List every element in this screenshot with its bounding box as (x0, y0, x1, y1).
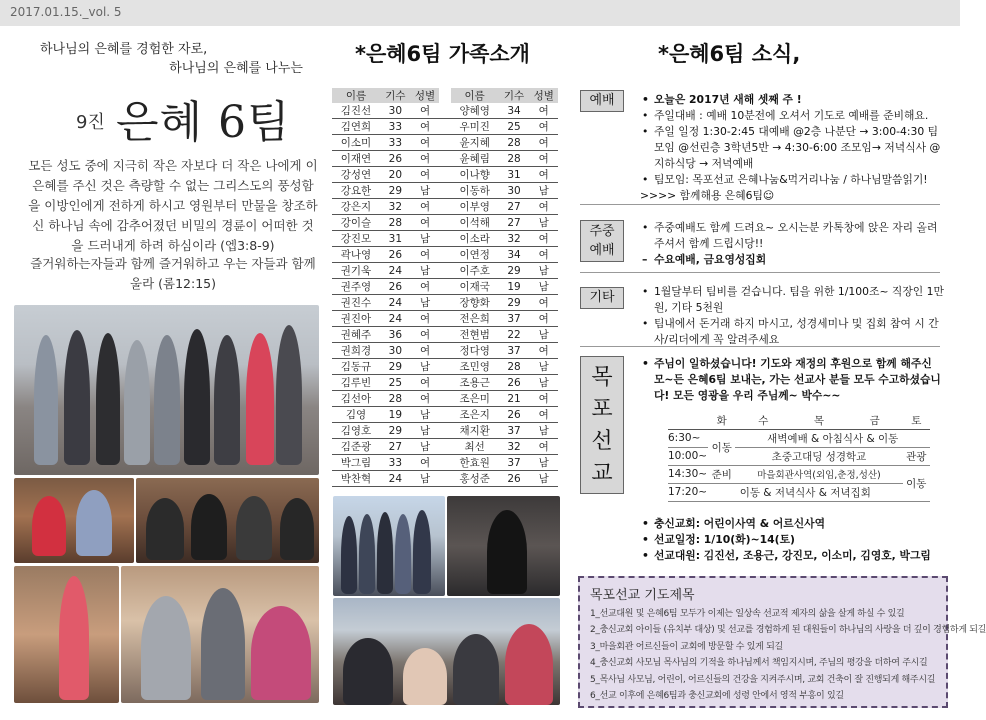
schedule-event: 관광 (903, 447, 930, 465)
mission-photo-3 (333, 598, 560, 705)
schedule-col-time (668, 412, 708, 429)
roster-sex: 여 (529, 343, 558, 359)
roster-sex: 여 (411, 103, 440, 119)
roster-col-gen-2: 기수 (499, 88, 530, 103)
roster-sex: 남 (411, 471, 440, 487)
roster-name: 이나향 (451, 167, 499, 183)
roster-row (332, 295, 558, 311)
roster-gen: 27 (380, 439, 411, 455)
weekly-tag-line-1: 주중 (589, 224, 615, 239)
roster-gap (439, 135, 450, 151)
roster-gap (439, 103, 450, 119)
prayer-box (578, 576, 986, 708)
roster-name: 윤혜림 (451, 151, 499, 167)
roster-sex: 여 (411, 279, 440, 295)
roster-sex: 여 (411, 199, 440, 215)
prayer-item: 2_충신교회 아이들 (유치부 대상) 및 선교를 경험하게 된 대원들이 하나님의 사랑을 더 깊이 경험하게 되길 (590, 625, 986, 636)
roster-sex: 여 (529, 311, 558, 327)
team-photo-5 (121, 566, 319, 703)
schedule-event: 이동 & 저녁식사 & 저녁집회 (708, 483, 903, 501)
mission-tag (580, 356, 624, 494)
team-group-photo (14, 305, 319, 475)
prayer-item: 5_목사님 사모님, 어린이, 어르신들의 건강을 지켜주시며, 교회 건축이 잘 진행되게 해주시길 (590, 674, 936, 685)
weekly-item-1: • 주중예배도 함께 드려요~ 오시는분 카톡창에 앉은 자리 올려주셔서 함께 드립시당!! (640, 220, 945, 252)
roster-body (332, 103, 558, 487)
roster-row (332, 231, 558, 247)
roster-gen: 28 (380, 215, 411, 231)
roster-gen: 27 (499, 199, 530, 215)
schedule-day-tue: 화 (708, 412, 735, 429)
roster-gap (439, 183, 450, 199)
roster-gap (439, 311, 450, 327)
roster-gen: 19 (499, 279, 530, 295)
roster-sex: 남 (529, 423, 558, 439)
roster-sex: 여 (411, 343, 440, 359)
schedule-event: 준비 (708, 465, 735, 483)
roster-gap (439, 391, 450, 407)
roster-sex: 남 (411, 295, 440, 311)
mission-photo-1 (333, 496, 445, 596)
roster-row (332, 263, 558, 279)
divider-2 (580, 272, 940, 273)
roster-name: 이소라 (451, 231, 499, 247)
roster-sex: 여 (411, 247, 440, 263)
roster-gap (439, 167, 450, 183)
verse-romans: 즐거워하는자들과 함께 즐거워하고 우는 자들과 함께 울라 (롬12:15) (30, 256, 316, 291)
roster-gen: 29 (380, 423, 411, 439)
roster-row (332, 359, 558, 375)
roster-gen: 28 (499, 151, 530, 167)
roster-sex: 남 (411, 183, 440, 199)
roster-gen: 24 (380, 263, 411, 279)
roster-row (332, 215, 558, 231)
roster-gen: 33 (380, 455, 411, 471)
worship-item-1: • 오늘은 2017년 새해 셋째 주 ! (640, 92, 945, 108)
verse-ephesians: 모든 성도 중에 지극히 작은 자보다 더 작은 나에게 이 은혜를 주신 것은 측량할 수 없는 그리스도의 풍성함을 이방인에게 전하게 하시고 영원부터 만물을 창조하신 하나님 속에 감추어졌던 비밀의 경륜이 어떠한 것을 드러내게 하려 하심이라 (엡3:8-9) (28, 158, 318, 253)
roster-name: 양혜영 (451, 103, 499, 119)
roster-gen: 29 (380, 359, 411, 375)
roster-name: 권희경 (332, 343, 380, 359)
schedule-row (668, 483, 930, 501)
weekly-item-2: – 수요예배, 금요영성집회 (640, 252, 945, 268)
schedule-time: 14:30~ (668, 465, 708, 483)
roster-sex: 여 (529, 439, 558, 455)
roster-row (332, 311, 558, 327)
roster-gap (439, 439, 450, 455)
roster-gen: 30 (499, 183, 530, 199)
divider-3 (580, 346, 940, 347)
roster-sex: 여 (411, 311, 440, 327)
roster-gap (439, 199, 450, 215)
roster-row (332, 375, 558, 391)
roster-gap (439, 263, 450, 279)
roster-gap (439, 423, 450, 439)
schedule-row (668, 429, 930, 447)
roster-sex: 여 (529, 103, 558, 119)
prayer-item: 6_선교 이후에 은혜6팀과 충신교회에 성령 안에서 영적 부흥이 있길 (590, 691, 844, 702)
roster-sex: 남 (411, 407, 440, 423)
roster-gen: 24 (380, 471, 411, 487)
weekly-list (640, 220, 945, 268)
roster-row (332, 183, 558, 199)
roster-name: 채지환 (451, 423, 499, 439)
roster-name: 권진수 (332, 295, 380, 311)
roster-sex: 남 (529, 279, 558, 295)
roster-gen: 33 (380, 119, 411, 135)
roster-sex: 남 (529, 471, 558, 487)
roster-gap (439, 295, 450, 311)
divider-1 (580, 204, 940, 205)
news-section-title: *은혜6팀 소식, (658, 42, 801, 66)
schedule-time: 17:20~ (668, 483, 708, 501)
mission-intro-list (640, 356, 945, 404)
roster-gap (439, 407, 450, 423)
worship-item-4: • 팀모임: 목포선교 은혜나눔&먹거리나눔 / 하나님말씀읽기! (640, 172, 945, 188)
roster-name: 곽나영 (332, 247, 380, 263)
roster-row (332, 167, 558, 183)
roster-sex: 여 (529, 231, 558, 247)
roster-gen: 25 (380, 375, 411, 391)
roster-gap (439, 119, 450, 135)
roster-name: 권주영 (332, 279, 380, 295)
roster-name: 우미진 (451, 119, 499, 135)
roster-sex: 남 (529, 327, 558, 343)
roster-col-name: 이름 (332, 88, 380, 103)
roster-gen: 25 (499, 119, 530, 135)
roster-gap (439, 455, 450, 471)
roster-sex: 여 (529, 119, 558, 135)
roster-name: 이소미 (332, 135, 380, 151)
roster-sex: 남 (529, 183, 558, 199)
roster-sex: 여 (411, 215, 440, 231)
roster-name: 이석해 (451, 215, 499, 231)
worship-item-3: • 주일 일정 1:30-2:45 대예배 @2층 나분단 → 3:00-4:30 팀 모임 @선린층 3학년5반 → 4:30-6:00 조모임→ 저녁식사 @지하식당 → 저녁예배 (640, 124, 945, 172)
roster-name: 권기욱 (332, 263, 380, 279)
roster-sex: 여 (411, 455, 440, 471)
mission-detail-3: • 선교대원: 김진선, 조용근, 강진모, 이소미, 김영호, 박그림 (640, 548, 945, 564)
roster-name: 이재연 (332, 151, 380, 167)
roster-sex: 여 (529, 407, 558, 423)
schedule-event: 초중고대딩 성경학교 (735, 447, 902, 465)
schedule-tue-move: 이동 (708, 429, 735, 465)
roster-sex: 여 (529, 167, 558, 183)
roster-name: 강요한 (332, 183, 380, 199)
worship-item-5: >>>> 함께해용 은혜6팀☺ (640, 189, 775, 202)
roster-header-row (332, 88, 558, 103)
team-photo-3 (136, 478, 319, 563)
roster-sex: 여 (529, 199, 558, 215)
roster-col-sex: 성별 (411, 88, 440, 103)
roster-gen: 29 (499, 263, 530, 279)
etc-tag: 기타 (580, 287, 624, 309)
roster-gen: 33 (380, 135, 411, 151)
roster-sex: 남 (411, 439, 440, 455)
prayer-item: 3_마을회관 어르신들이 교회에 방문할 수 있게 되길 (590, 641, 783, 652)
roster-sex: 남 (529, 455, 558, 471)
header-bar (0, 0, 960, 26)
roster-gen: 37 (499, 455, 530, 471)
roster-gen: 30 (380, 103, 411, 119)
schedule-header-row (668, 412, 930, 429)
team-generation: 9진 (76, 112, 105, 133)
roster-row (332, 151, 558, 167)
roster-name: 한효원 (451, 455, 499, 471)
roster-sex: 여 (529, 295, 558, 311)
roster-name: 이주호 (451, 263, 499, 279)
worship-item-2: • 주일대배 : 예배 10분전에 오셔서 기도로 예배를 준비해요. (640, 108, 945, 124)
roster-row (332, 327, 558, 343)
roster-col-gen: 기수 (380, 88, 411, 103)
roster-sex: 여 (411, 391, 440, 407)
roster-row (332, 119, 558, 135)
roster-name: 최선 (451, 439, 499, 455)
schedule-day-fri: 금 (847, 412, 903, 429)
roster-sex: 여 (529, 151, 558, 167)
schedule-day-thu: 목 (791, 412, 847, 429)
mission-detail-2: • 선교일정: 1/10(화)~14(토) (640, 532, 945, 548)
schedule-row (668, 465, 930, 483)
roster-row (332, 103, 558, 119)
roster-name: 이재국 (451, 279, 499, 295)
prayer-list (590, 606, 986, 704)
roster-gen: 37 (499, 423, 530, 439)
roster-gen: 37 (499, 343, 530, 359)
roster-gen: 31 (380, 231, 411, 247)
roster-gap (439, 375, 450, 391)
roster-name: 조민영 (451, 359, 499, 375)
roster-row (332, 455, 558, 471)
schedule-time: 10:00~ (668, 447, 708, 465)
roster-sex: 남 (529, 359, 558, 375)
roster-sex: 남 (529, 215, 558, 231)
roster-row (332, 423, 558, 439)
roster-gen: 20 (380, 167, 411, 183)
roster-gen: 26 (380, 279, 411, 295)
roster-row (332, 407, 558, 423)
team-name: 은혜 6팀 (116, 97, 291, 148)
roster-row (332, 391, 558, 407)
mission-tag-char-1: 목 (591, 365, 613, 390)
roster-gen: 32 (380, 199, 411, 215)
roster-name: 권혜주 (332, 327, 380, 343)
mission-photo-2 (447, 496, 560, 596)
roster-gap (439, 279, 450, 295)
family-roster-table (332, 88, 558, 487)
worship-tag: 예배 (580, 90, 624, 112)
roster-gen: 22 (499, 327, 530, 343)
roster-gen: 32 (499, 439, 530, 455)
roster-gen: 21 (499, 391, 530, 407)
schedule-day-wed: 수 (735, 412, 791, 429)
team-photo-2 (14, 478, 134, 563)
roster-name: 권진아 (332, 311, 380, 327)
roster-name: 김진선 (332, 103, 380, 119)
intro-line-2: 하나님의 은혜를 나누는 (169, 61, 303, 76)
mission-schedule-table (668, 412, 930, 502)
roster-gen: 31 (499, 167, 530, 183)
mission-intro: • 주님이 일하셨습니다! 기도와 재정의 후원으로 함께 해주신 모~든 은혜6팀 보내는, 가는 선교사 분들 모두 수고하셨습니다! 모든 영광을 우리 주님께~ 박수~~ (640, 356, 945, 404)
roster-gen: 28 (380, 391, 411, 407)
roster-sex: 남 (411, 359, 440, 375)
roster-gen: 24 (380, 295, 411, 311)
mission-details-list (640, 516, 945, 564)
roster-gap (439, 215, 450, 231)
roster-sex: 여 (411, 375, 440, 391)
roster-sex: 여 (411, 327, 440, 343)
roster-name: 조은지 (451, 407, 499, 423)
roster-name: 윤지혜 (451, 135, 499, 151)
roster-row (332, 247, 558, 263)
roster-gap (439, 359, 450, 375)
weekly-tag-line-2: 예배 (589, 243, 615, 258)
schedule-row (668, 447, 930, 465)
roster-row (332, 343, 558, 359)
roster-sex: 남 (411, 263, 440, 279)
roster-gen: 26 (499, 375, 530, 391)
roster-sex: 여 (411, 151, 440, 167)
issue-label: 2017.01.15._vol. 5 (10, 5, 122, 19)
roster-sex: 여 (529, 247, 558, 263)
roster-name: 김영 (332, 407, 380, 423)
roster-col-gap (439, 88, 450, 103)
roster-name: 조은미 (451, 391, 499, 407)
roster-gen: 27 (499, 215, 530, 231)
roster-gap (439, 231, 450, 247)
schedule-sat-move: 이동 (903, 465, 930, 501)
roster-gen: 32 (499, 231, 530, 247)
roster-gen: 26 (499, 471, 530, 487)
roster-name: 강성연 (332, 167, 380, 183)
roster-gap (439, 327, 450, 343)
intro-line-1: 하나님의 은혜를 경험한 자로, (40, 42, 208, 57)
roster-sex: 남 (411, 423, 440, 439)
roster-name: 이연정 (451, 247, 499, 263)
etc-item-2: • 팀내에서 돈거래 하지 마시고, 성경세미나 및 집회 참여 시 간사/리더에게 꼭 알려주세요 (640, 316, 945, 348)
prayer-item: 4_충신교회 사모님 목사님의 기적을 하나님께서 책임지시며, 주님의 평강을 더하여 주시길 (590, 658, 928, 669)
roster-gen: 24 (380, 311, 411, 327)
prayer-item: 1_선교대원 및 은혜6팀 모두가 이제는 일상속 선교적 제자의 삶을 살게 하실 수 있길 (590, 609, 905, 619)
mission-tag-char-4: 교 (591, 461, 613, 486)
roster-col-name-2: 이름 (451, 88, 499, 103)
roster-gen: 26 (380, 247, 411, 263)
roster-gen: 26 (499, 407, 530, 423)
roster-gap (439, 151, 450, 167)
roster-row (332, 279, 558, 295)
roster-name: 강은지 (332, 199, 380, 215)
roster-gen: 30 (380, 343, 411, 359)
team-title (70, 86, 310, 148)
roster-name: 홍성준 (451, 471, 499, 487)
roster-gen: 19 (380, 407, 411, 423)
roster-sex: 여 (411, 167, 440, 183)
intro-text (40, 40, 305, 78)
roster-sex: 여 (411, 119, 440, 135)
worship-list (640, 92, 945, 204)
roster-name: 전은희 (451, 311, 499, 327)
roster-name: 이부영 (451, 199, 499, 215)
roster-row (332, 199, 558, 215)
roster-sex: 여 (411, 135, 440, 151)
roster-name: 김선아 (332, 391, 380, 407)
weekly-tag (580, 220, 624, 262)
roster-name: 전현범 (451, 327, 499, 343)
roster-gen: 36 (380, 327, 411, 343)
schedule-day-sat: 토 (903, 412, 930, 429)
schedule-time: 6:30~ (668, 429, 708, 447)
roster-gap (439, 471, 450, 487)
roster-sex: 남 (529, 375, 558, 391)
roster-gen: 34 (499, 103, 530, 119)
roster-gen: 29 (380, 183, 411, 199)
roster-row (332, 471, 558, 487)
schedule-event: 마을회관사역(외임,춘정,성산) (735, 465, 902, 483)
mission-tag-char-3: 선 (591, 429, 613, 454)
roster-row (332, 439, 558, 455)
roster-name: 강이슬 (332, 215, 380, 231)
roster-name: 박그림 (332, 455, 380, 471)
roster-gen: 28 (499, 135, 530, 151)
roster-name: 김동규 (332, 359, 380, 375)
mission-tag-char-2: 포 (591, 397, 613, 422)
etc-list (640, 284, 945, 348)
roster-gen: 37 (499, 311, 530, 327)
family-section-title: *은혜6팀 가족소개 (355, 42, 530, 66)
roster-col-sex-2: 성별 (529, 88, 558, 103)
roster-row (332, 135, 558, 151)
roster-gen: 29 (499, 295, 530, 311)
roster-name: 이동하 (451, 183, 499, 199)
roster-gen: 28 (499, 359, 530, 375)
schedule-event: 새벽예배 & 아침식사 & 이동 (735, 429, 930, 447)
roster-gap (439, 247, 450, 263)
roster-gen: 26 (380, 151, 411, 167)
etc-item-1: • 1월달부터 팀비를 걷습니다. 팀을 위한 1/100조~ 직장인 1만원, 기타 5천원 (640, 284, 945, 316)
roster-name: 강진모 (332, 231, 380, 247)
roster-name: 김루빈 (332, 375, 380, 391)
roster-name: 조용근 (451, 375, 499, 391)
team-photo-4 (14, 566, 119, 703)
roster-gap (439, 343, 450, 359)
roster-name: 김준광 (332, 439, 380, 455)
mission-detail-1: • 충신교회: 어린이사역 & 어르신사역 (640, 516, 945, 532)
prayer-title: 목포선교 기도제목 (590, 588, 695, 603)
roster-name: 정다영 (451, 343, 499, 359)
roster-name: 김연희 (332, 119, 380, 135)
roster-name: 장향화 (451, 295, 499, 311)
roster-name: 김영호 (332, 423, 380, 439)
roster-gen: 34 (499, 247, 530, 263)
roster-sex: 여 (529, 391, 558, 407)
roster-sex: 여 (529, 135, 558, 151)
roster-sex: 남 (529, 263, 558, 279)
roster-sex: 남 (411, 231, 440, 247)
roster-name: 박찬혁 (332, 471, 380, 487)
